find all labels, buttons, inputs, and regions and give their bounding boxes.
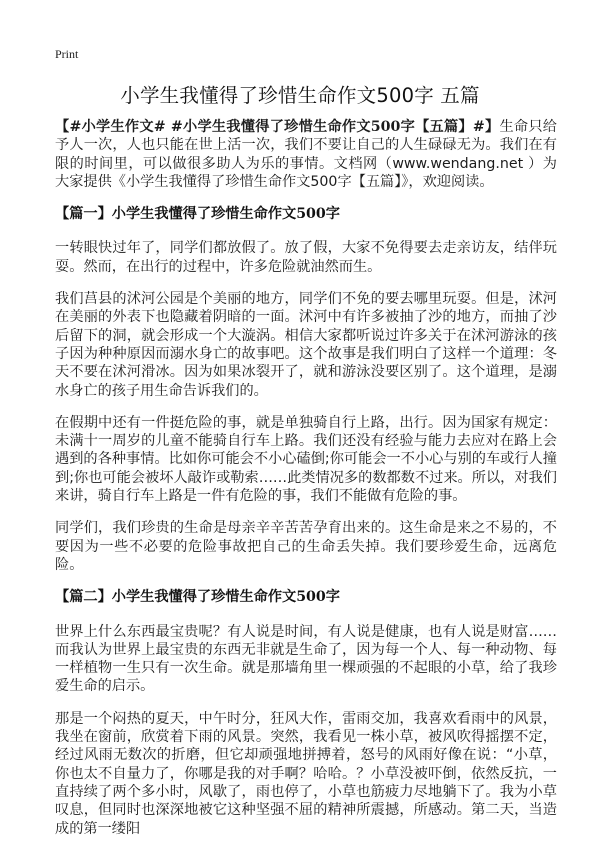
document-body (55, 118, 557, 852)
section-2-paragraph-1: 世界上什么东西最宝贵呢？有人说是时间，有人说是健康，也有人说是财富……而我认为世界上最宝贵的东西无非就是生命了，因为每一个人、每一种动物、每一样植物一生只有一次生命。就是那墙角里一棵顽强的不起眼的小草，给了我珍爱生命的启示。 (55, 623, 557, 695)
section-1-paragraph-3: 在假期中还有一件挺危险的事，就是单独骑自行上路，出行。因为国家有规定：未满十一周岁的儿童不能骑自行车上路。我们还没有经验与能力去应对在路上会遇到的各种事情。比如你可能会不小心磕倒;你可能会一不小心与别的车或行人撞到;你也可能会被坏人敲诈或勒索……此类情况多的数都数不过来。所以，对我们来讲，骑自行车上路是一件有危险的事，我们不能做有危险的事。 (55, 414, 557, 505)
section-2-paragraph-2: 那是一个闷热的夏天，中午时分，狂风大作，雷雨交加，我喜欢看雨中的风景，我坐在窗前，欣赏着下雨的风景。突然，我看见一株小草，被风吹得摇摆不定，经过风雨无数次的折磨，但它却顽强地拼搏着，怒号的风雨好像在说：“小草，你也太不自量力了，你哪是我的对手啊？哈哈。？小草没被吓倒，依然反抗，一直持续了两个多小时，风歇了，雨也停了，小草也筋疲力尽地躺下了。我为小草叹息，但同时也深深地被它这种坚强不屈的精神所震撼，所感动。第二天，当造成的第一缕阳 (55, 710, 557, 837)
print-label: Print (55, 47, 79, 61)
document-title: 小学生我懂得了珍惜生命作文500字 五篇 (120, 84, 480, 107)
intro-tag-prefix: 【#小学生作文# #小学生我懂得了珍惜生命作文500字【五篇】#】 (55, 119, 500, 135)
section-1-heading: 【篇一】小学生我懂得了珍惜生命作文500字 (55, 206, 340, 223)
section-2-heading: 【篇二】小学生我懂得了珍惜生命作文500字 (55, 589, 340, 606)
intro-paragraph (55, 118, 557, 191)
intro-text: 生命只给予人一次，人也只能在世上活一次，我们不要让自己的人生碌碌无为。我们在有限的时间里，可以做很多助人为乐的事情。文档网（www.wendang.net ）为大家提供《小学生我懂得了珍惜生命作文500字【五篇】》，欢迎阅读。 (55, 119, 557, 190)
section-1-paragraph-4: 同学们，我们珍贵的生命是母亲辛辛苦苦孕育出来的。这生命是来之不易的，不要因为一些不必要的危险事故把自己的生命丢失掉。我们要珍爱生命，远离危险。 (55, 520, 557, 573)
section-1-paragraph-1: 一转眼快过年了，同学们都放假了。放了假，大家不免得要去走亲访友，结伴玩耍。然而，在出行的过程中，许多危险就油然而生。 (55, 240, 557, 275)
section-1-paragraph-2: 我们莒县的沭河公园是个美丽的地方，同学们不免的要去哪里玩耍。但是，沭河在美丽的外表下也隐藏着阴暗的一面。沭河中有许多被抽了沙的地方，而抽了沙后留下的洞，就会形成一个大漩涡。相信大家都听说过许多关于在沭河游泳的孩子因为种种原因而溺水身亡的故事吧。这个故事是我们明白了这样一个道理：冬天不要在沭河滑冰。因为如果冰裂开了，就和游泳没要区别了。这个道理，是溺水身亡的孩子用生命告诉我们的。 (55, 291, 557, 399)
